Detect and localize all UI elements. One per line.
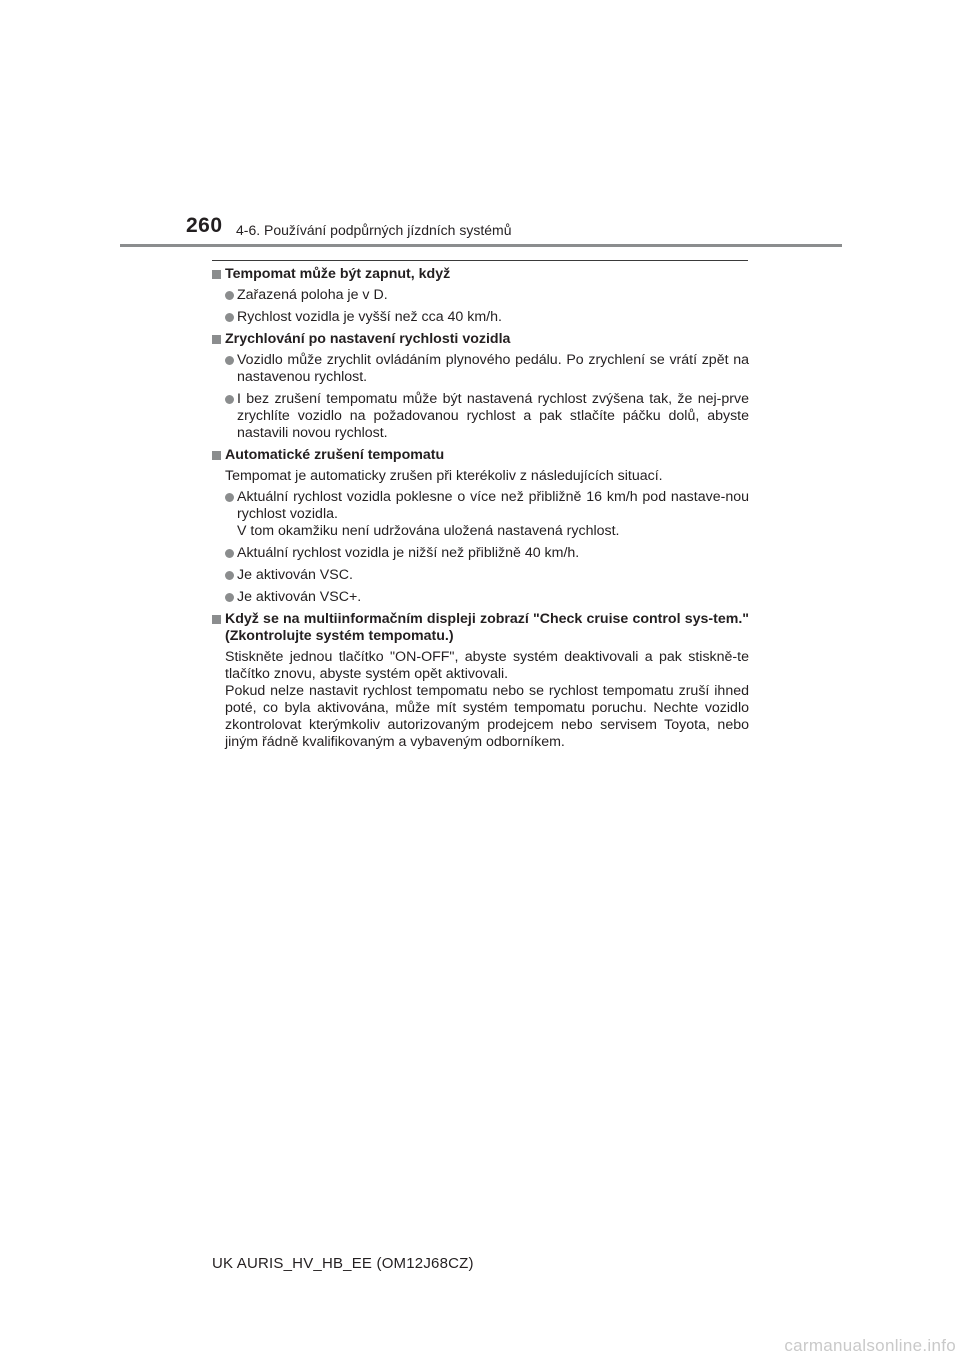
round-bullet-icon: [225, 356, 234, 365]
footer-model-code: UK AURIS_HV_HB_EE (OM12J68CZ): [212, 1255, 474, 1272]
section-title: [212, 331, 749, 348]
list-item-text: Aktuální rychlost vozidla poklesne o více než přibližně 16 km/h pod nastave-nou rychlost vozidla.: [237, 489, 749, 522]
list-item-text: Aktuální rychlost vozidla je nižší než přibližně 40 km/h.: [237, 545, 580, 561]
section-intro: Tempomat je automaticky zrušen při kterékoliv z následujících situací.: [225, 468, 663, 484]
square-bullet-icon: [212, 270, 221, 279]
section-cruise-enable: [212, 266, 749, 326]
section-auto-cancel: [212, 447, 749, 606]
square-bullet-icon: [212, 451, 221, 460]
round-bullet-icon: [225, 593, 234, 602]
list-item-text: Je aktivován VSC.: [237, 567, 353, 583]
round-bullet-icon: [225, 493, 234, 502]
list-item: [212, 567, 749, 584]
list-item: [212, 352, 749, 386]
header-rule: [120, 244, 842, 247]
section-check-message: [212, 611, 749, 751]
list-item-text: Vozidlo může zrychlit ovládáním plynového pedálu. Po zrychlení se vrátí zpět na nastavenou rychlost.: [237, 352, 749, 385]
paragraph: Stiskněte jednou tlačítko "ON-OFF", abyste systém deaktivovali a pak stiskně-te tlačítko znovu, abyste systém opět aktivovali.: [225, 649, 749, 682]
section-acceleration: [212, 331, 749, 442]
content: [212, 266, 749, 755]
list-item-text: Je aktivován VSC+.: [237, 589, 362, 605]
section-title: [212, 266, 749, 283]
section-rule: [212, 260, 748, 261]
list-item: [212, 391, 749, 442]
round-bullet-icon: [225, 291, 234, 300]
section-title-text: Když se na multiinformačním displeji zobrazí "Check cruise control sys-tem." (Zkontrolujte systém tempomatu.): [225, 611, 749, 644]
square-bullet-icon: [212, 615, 221, 624]
list-item: [212, 545, 749, 562]
round-bullet-icon: [225, 313, 234, 322]
section-title-text: Automatické zrušení tempomatu: [225, 447, 445, 463]
list-item-text: Zařazená poloha je v D.: [237, 287, 388, 303]
list-item: [212, 589, 749, 606]
section-title: [212, 447, 749, 464]
list-item-text: Rychlost vozidla je vyšší než cca 40 km/h.: [237, 309, 502, 325]
round-bullet-icon: [225, 571, 234, 580]
section-title-text: Zrychlování po nastavení rychlosti vozidla: [225, 331, 511, 347]
square-bullet-icon: [212, 335, 221, 344]
list-item: [212, 287, 749, 304]
paragraph: Pokud nelze nastavit rychlost tempomatu nebo se rychlost tempomatu zruší ihned poté, co byla aktivována, může mít systém tempomatu poruchu. Nechte vozidlo zkontrolovat kterýmkoliv autorizovaným prodejcem nebo servisem Toyota, nebo jiným řádně kvalifikovaným a vybaveným odborníkem.: [225, 683, 749, 750]
list-item: [212, 309, 749, 326]
list-item: [212, 489, 749, 540]
list-item-text: I bez zrušení tempomatu může být nastavená rychlost zvýšena tak, že nej-prve zrychlíte vozidlo na požadovanou rychlost a pak stlačíte páčku dolů, abyste nastavili novou rychlost.: [237, 391, 749, 441]
section-title: [212, 611, 749, 645]
list-item-note: V tom okamžiku není udržována uložená nastavená rychlost.: [237, 523, 620, 539]
chapter-title: 4-6. Používání podpůrných jízdních systémů: [236, 222, 512, 238]
page-number: 260: [186, 214, 223, 237]
round-bullet-icon: [225, 549, 234, 558]
watermark: carmanualsonline.info: [784, 1336, 956, 1355]
round-bullet-icon: [225, 395, 234, 404]
section-title-text: Tempomat může být zapnut, když: [225, 266, 451, 282]
